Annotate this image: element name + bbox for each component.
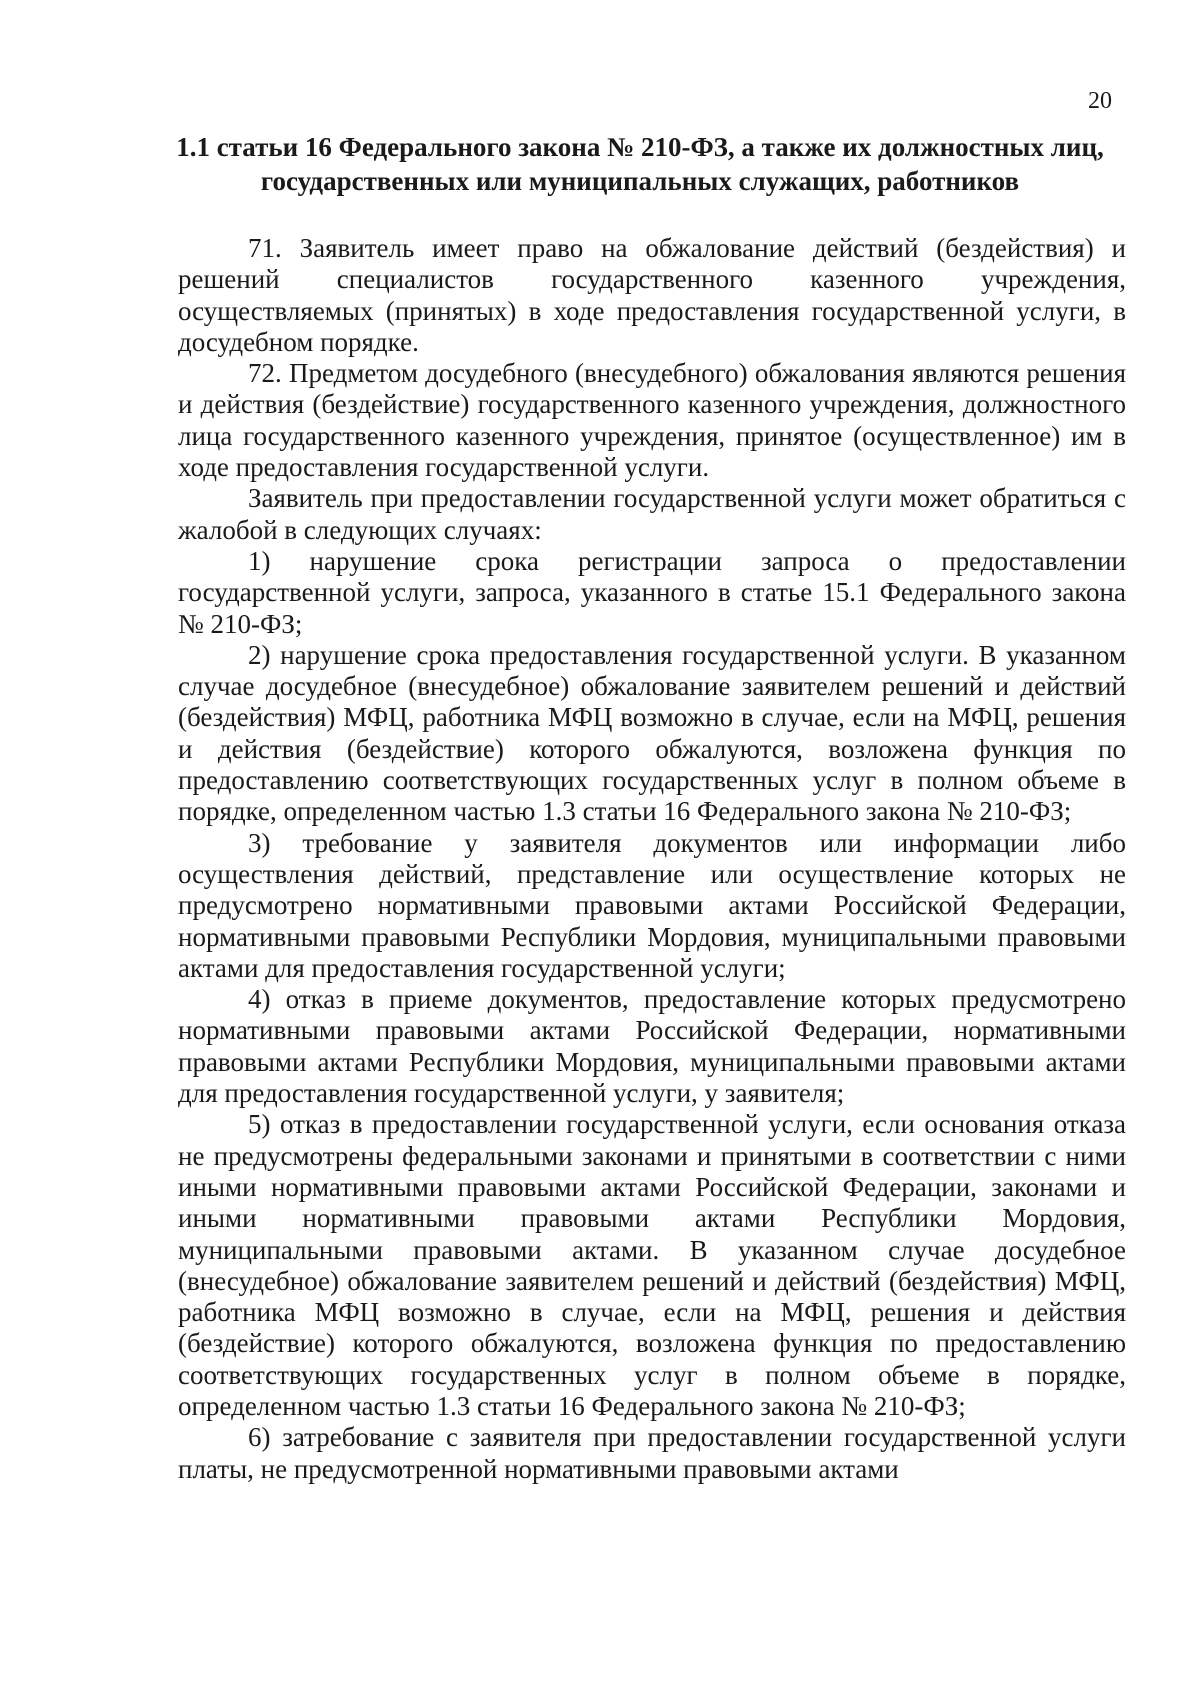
section-heading: 1.1 статьи 16 Федерального закона № 210-ФЗ, а также их должностных лиц, государственных или муниципальных служащих, работников: [176, 132, 1104, 196]
paragraph-72: 72. Предметом досудебного (внесудебного) обжалования являются решения и действия (бездействие) государственного казенного учреждения, должностного лица государственного казенного учреждения, принятое (осуществленное) им в ходе предоставления государственной услуги.: [178, 358, 1126, 483]
list-item-1: 1) нарушение срока регистрации запроса о предоставлении государственной услуги, запроса, указанного в статье 15.1 Федерального закона № 210-ФЗ;: [178, 545, 1126, 639]
list-item-6: 6) затребование с заявителя при предоставлении государственной услуги платы, не предусмотренной нормативными правовыми актами: [178, 1422, 1126, 1484]
list-item-4: 4) отказ в приеме документов, предоставление которых предусмотрено нормативными правовыми актами Российской Федерации, нормативными правовыми актами Республики Мордовия, муниципальными правовыми актами для предоставления государственной услуги, у заявителя;: [178, 984, 1126, 1109]
list-item-3: 3) требование у заявителя документов или информации либо осуществления действий, представление или осуществление которых не предусмотрено нормативными правовыми актами Российской Федерации, нормативными правовыми Республики Мордовия, муниципальными правовыми актами для предоставления государственной услуги;: [178, 827, 1126, 983]
document-body: [178, 233, 1126, 1485]
list-item-2: 2) нарушение срока предоставления государственной услуги. В указанном случае досудебное (внесудебное) обжалование заявителем решений и действий (бездействия) МФЦ, работника МФЦ возможно в случае, если на МФЦ, решения и действия (бездействие) которого обжалуются, возложена функция по предоставлению соответствующих государственных услуг в полном объеме в порядке, определенном частью 1.3 статьи 16 Федерального закона № 210-ФЗ;: [178, 639, 1126, 827]
paragraph-71: 71. Заявитель имеет право на обжалование действий (бездействия) и решений специалистов государственного казенного учреждения, осуществляемых (принятых) в ходе предоставления государственной услуги, в досудебном порядке.: [178, 233, 1126, 357]
list-item-5: 5) отказ в предоставлении государственной услуги, если основания отказа не предусмотрены федеральными законами и принятыми в соответствии с ними иными нормативными правовыми актами Российской Федерации, законами и иными нормативными правовыми актами Республики Мордовия, муниципальными правовыми актами. В указанном случае досудебное (внесудебное) обжалование заявителем решений и действий (бездействия) МФЦ, работника МФЦ возможно в случае, если на МФЦ, решения и действия (бездействие) которого обжалуются, возложена функция по предоставлению соответствующих государственных услуг в полном объеме в порядке, определенном частью 1.3 статьи 16 Федерального закона № 210-ФЗ;: [178, 1109, 1126, 1421]
page-number: 20: [1088, 88, 1112, 114]
paragraph-complaint-intro: Заявитель при предоставлении государственной услуги может обратиться с жалобой в следующих случаях:: [178, 483, 1126, 545]
